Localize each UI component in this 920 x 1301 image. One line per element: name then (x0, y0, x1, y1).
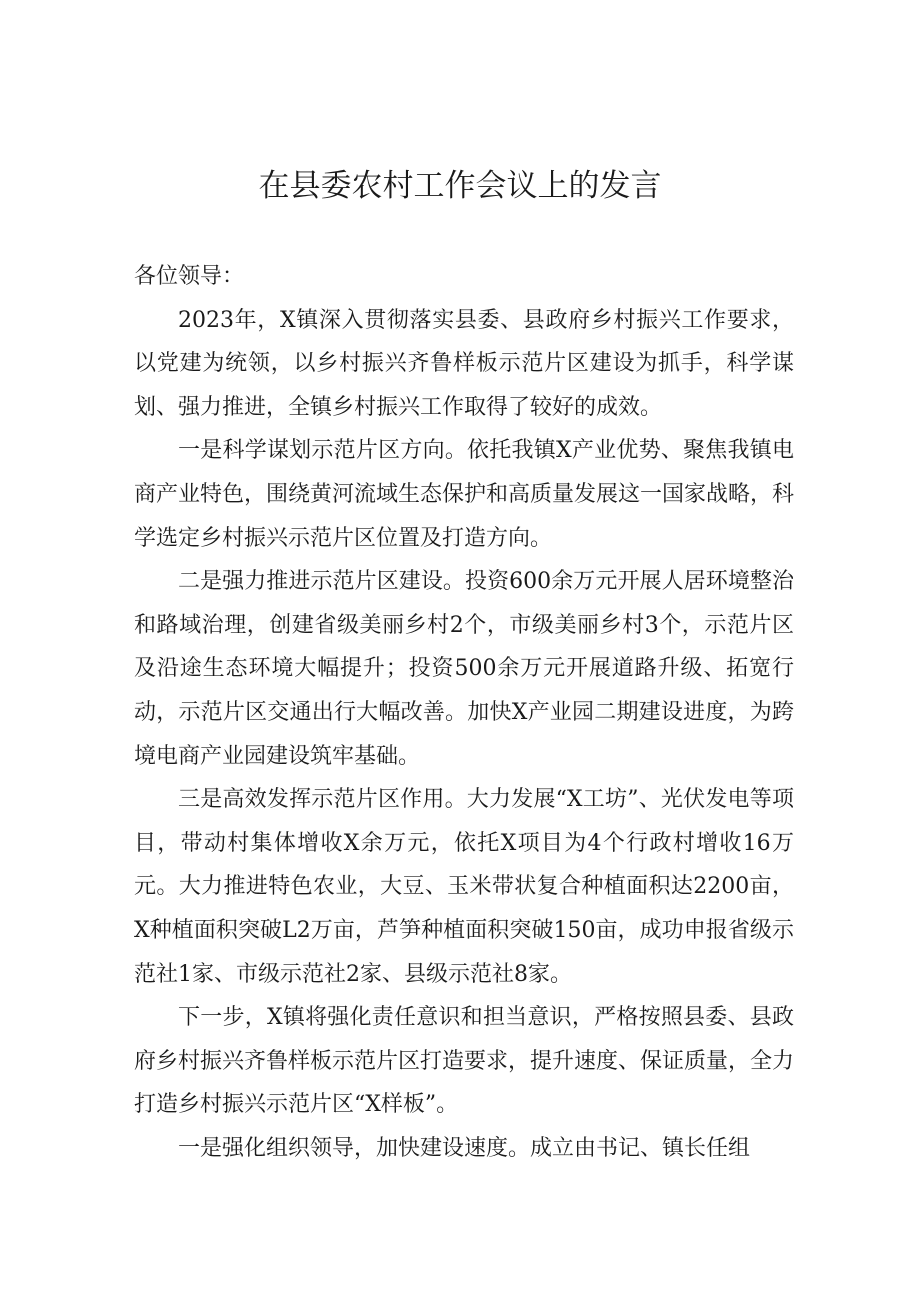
document-body (134, 255, 794, 1170)
salutation: 各位领导： (134, 264, 245, 289)
paragraph-point-2: 二是强力推进示范片区建设。投资600余万元开展人居环境整治和路域治理，创建省级美丽乡村2个，市级美丽乡村3个，示范片区及沿途生态环境大幅提升；投资500余万元开展道路升级、拓宽行动，示范片区交通出行大幅改善。加快X产业园二期建设进度，为跨境电商产业园建设筑牢基础。 (134, 569, 794, 769)
document-title: 在县委农村工作会议上的发言 (258, 168, 662, 204)
paragraph-intro: 2023年，X镇深入贯彻落实县委、县政府乡村振兴工作要求，以党建为统领，以乡村振兴齐鲁样板示范片区建设为抓手，科学谋划、强力推进，全镇乡村振兴工作取得了较好的成效。 (134, 307, 794, 420)
paragraph-measure-1: 一是强化组织领导，加快建设速度。成立由书记、镇长任组 (178, 1135, 751, 1161)
paragraph-point-1: 一是科学谋划示范片区方向。依托我镇X产业优势、聚焦我镇电商产业特色，围绕黄河流域生态保护和高质量发展这一国家战略，科学选定乡村振兴示范片区位置及打造方向。 (134, 438, 795, 551)
paragraph-point-3: 三是高效发挥示范片区作用。大力发展“X工坊”、光伏发电等项目，带动村集体增收X余万元，依托X项目为4个行政村增收16万元。大力推进特色农业，大豆、玉米带状复合种植面积达2200亩，X种植面积突破L2万亩，芦笋种植面积突破150亩，成功申报省级示范社1家、市级示范社2家、县级示范社8家。 (134, 787, 794, 987)
paragraph-next-step: 下一步，X镇将强化责任意识和担当意识，严格按照县委、县政府乡村振兴齐鲁样板示范片区打造要求，提升速度、保证质量，全力打造乡村振兴示范片区“X样板”。 (134, 1005, 795, 1118)
